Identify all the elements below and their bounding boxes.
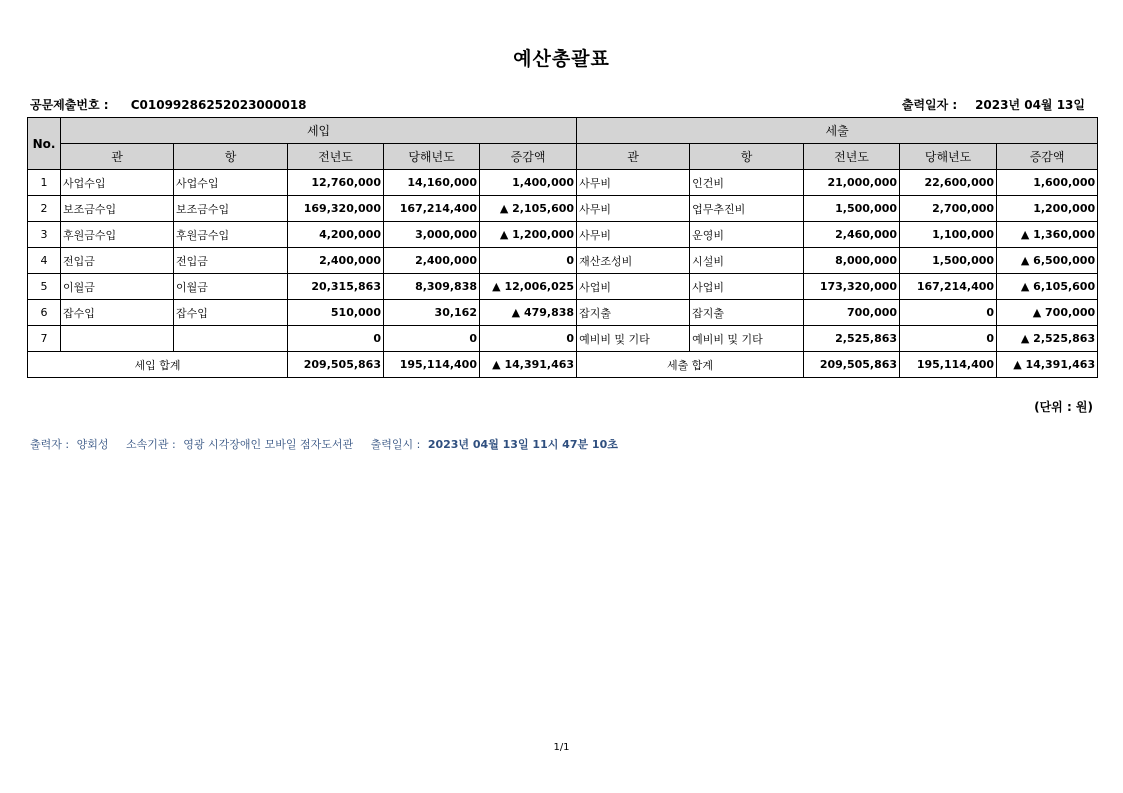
submission-number bbox=[30, 96, 307, 113]
expense-diff: ▲ 2,525,863 bbox=[997, 326, 1098, 352]
income-gwan bbox=[61, 326, 174, 352]
expense-diff: ▲ 6,105,600 bbox=[997, 274, 1098, 300]
print-date-value: 2023년 04월 13일 bbox=[975, 98, 1085, 112]
expense-gwan-header: 관 bbox=[577, 144, 690, 170]
income-curr-year: 167,214,400 bbox=[384, 196, 480, 222]
expense-diff: ▲ 700,000 bbox=[997, 300, 1098, 326]
income-prev-year: 510,000 bbox=[288, 300, 384, 326]
income-hang: 보조금수입 bbox=[174, 196, 288, 222]
income-gwan: 전입금 bbox=[61, 248, 174, 274]
expense-curr-year: 0 bbox=[900, 326, 997, 352]
income-curr-year: 30,162 bbox=[384, 300, 480, 326]
datetime-value: 2023년 04월 13일 11시 47분 10초 bbox=[427, 438, 618, 451]
expense-curr-year: 2,700,000 bbox=[900, 196, 997, 222]
expense-diff: 1,200,000 bbox=[997, 196, 1098, 222]
income-hang: 이월금 bbox=[174, 274, 288, 300]
income-gwan: 이월금 bbox=[61, 274, 174, 300]
expense-hang: 사업비 bbox=[690, 274, 804, 300]
income-gwan: 보조금수입 bbox=[61, 196, 174, 222]
expense-curr-year: 1,100,000 bbox=[900, 222, 997, 248]
expense-diff-header: 증감액 bbox=[997, 144, 1098, 170]
expense-prev-year-header: 전년도 bbox=[804, 144, 900, 170]
datetime-label: 출력일시 : bbox=[370, 438, 421, 451]
table-row bbox=[28, 222, 1098, 248]
print-date-label: 출력일자 : bbox=[901, 98, 958, 112]
expense-hang: 운영비 bbox=[690, 222, 804, 248]
expense-curr-year-header: 당해년도 bbox=[900, 144, 997, 170]
income-diff: ▲ 12,006,025 bbox=[480, 274, 577, 300]
income-curr-year: 2,400,000 bbox=[384, 248, 480, 274]
income-total-diff: ▲ 14,391,463 bbox=[480, 352, 577, 378]
row-number: 7 bbox=[28, 326, 61, 352]
row-number: 1 bbox=[28, 170, 61, 196]
income-diff: ▲ 479,838 bbox=[480, 300, 577, 326]
expense-prev-year: 2,525,863 bbox=[804, 326, 900, 352]
row-number: 2 bbox=[28, 196, 61, 222]
no-header: No. bbox=[28, 118, 61, 170]
income-gwan: 후원금수입 bbox=[61, 222, 174, 248]
income-diff: 0 bbox=[480, 326, 577, 352]
expense-gwan: 사무비 bbox=[577, 170, 690, 196]
expense-prev-year: 1,500,000 bbox=[804, 196, 900, 222]
expense-gwan: 예비비 및 기타 bbox=[577, 326, 690, 352]
expense-hang: 잡지출 bbox=[690, 300, 804, 326]
expense-total-diff: ▲ 14,391,463 bbox=[997, 352, 1098, 378]
table-row bbox=[28, 248, 1098, 274]
income-hang: 후원금수입 bbox=[174, 222, 288, 248]
income-diff: ▲ 2,105,600 bbox=[480, 196, 577, 222]
income-total-label: 세입 합계 bbox=[28, 352, 288, 378]
printer-label: 출력자 : bbox=[30, 438, 70, 451]
income-prev-year: 12,760,000 bbox=[288, 170, 384, 196]
expense-diff: 1,600,000 bbox=[997, 170, 1098, 196]
org-value: 영광 시각장애인 모바일 점자도서관 bbox=[183, 438, 354, 451]
income-hang: 사업수입 bbox=[174, 170, 288, 196]
submission-number-label: 공문제출번호 : bbox=[30, 98, 109, 112]
income-total-prev-year: 209,505,863 bbox=[288, 352, 384, 378]
income-gwan: 잡수입 bbox=[61, 300, 174, 326]
expense-hang-header: 항 bbox=[690, 144, 804, 170]
expense-curr-year: 0 bbox=[900, 300, 997, 326]
unit-note: (단위 : 원) bbox=[1034, 400, 1093, 414]
page-number: 1/1 bbox=[553, 742, 570, 753]
income-diff: 0 bbox=[480, 248, 577, 274]
org-label: 소속기관 : bbox=[125, 438, 176, 451]
income-prev-year: 0 bbox=[288, 326, 384, 352]
expense-gwan: 사무비 bbox=[577, 222, 690, 248]
expense-curr-year: 167,214,400 bbox=[900, 274, 997, 300]
income-curr-year: 3,000,000 bbox=[384, 222, 480, 248]
income-prev-year: 4,200,000 bbox=[288, 222, 384, 248]
total-row bbox=[28, 352, 1098, 378]
income-hang-header: 항 bbox=[174, 144, 288, 170]
expense-hang: 시설비 bbox=[690, 248, 804, 274]
income-gwan: 사업수입 bbox=[61, 170, 174, 196]
row-number: 5 bbox=[28, 274, 61, 300]
expense-total-prev-year: 209,505,863 bbox=[804, 352, 900, 378]
income-curr-year: 14,160,000 bbox=[384, 170, 480, 196]
income-hang: 전입금 bbox=[174, 248, 288, 274]
printer-value: 양회성 bbox=[76, 438, 109, 451]
expense-hang: 예비비 및 기타 bbox=[690, 326, 804, 352]
expense-total-label: 세출 합계 bbox=[577, 352, 804, 378]
income-prev-year: 2,400,000 bbox=[288, 248, 384, 274]
expense-prev-year: 8,000,000 bbox=[804, 248, 900, 274]
income-diff: 1,400,000 bbox=[480, 170, 577, 196]
income-curr-year: 8,309,838 bbox=[384, 274, 480, 300]
expense-diff: ▲ 6,500,000 bbox=[997, 248, 1098, 274]
expense-curr-year: 22,600,000 bbox=[900, 170, 997, 196]
expense-header: 세출 bbox=[577, 118, 1098, 144]
expense-hang: 인건비 bbox=[690, 170, 804, 196]
income-prev-year-header: 전년도 bbox=[288, 144, 384, 170]
table-row bbox=[28, 274, 1098, 300]
income-hang: 잡수입 bbox=[174, 300, 288, 326]
document-title: 예산총괄표 bbox=[513, 48, 610, 70]
expense-total-curr-year: 195,114,400 bbox=[900, 352, 997, 378]
income-hang bbox=[174, 326, 288, 352]
expense-prev-year: 21,000,000 bbox=[804, 170, 900, 196]
budget-summary-table bbox=[27, 117, 1098, 378]
table-row bbox=[28, 170, 1098, 196]
submission-number-value: C01099286252023000018 bbox=[130, 98, 307, 112]
expense-diff: ▲ 1,360,000 bbox=[997, 222, 1098, 248]
row-number: 4 bbox=[28, 248, 61, 274]
income-curr-year-header: 당해년도 bbox=[384, 144, 480, 170]
expense-hang: 업무추진비 bbox=[690, 196, 804, 222]
income-prev-year: 20,315,863 bbox=[288, 274, 384, 300]
expense-gwan: 사업비 bbox=[577, 274, 690, 300]
income-header: 세입 bbox=[61, 118, 577, 144]
expense-prev-year: 700,000 bbox=[804, 300, 900, 326]
income-diff: ▲ 1,200,000 bbox=[480, 222, 577, 248]
income-prev-year: 169,320,000 bbox=[288, 196, 384, 222]
table-row bbox=[28, 326, 1098, 352]
income-curr-year: 0 bbox=[384, 326, 480, 352]
expense-prev-year: 173,320,000 bbox=[804, 274, 900, 300]
expense-curr-year: 1,500,000 bbox=[900, 248, 997, 274]
income-gwan-header: 관 bbox=[61, 144, 174, 170]
expense-gwan: 잡지출 bbox=[577, 300, 690, 326]
income-total-curr-year: 195,114,400 bbox=[384, 352, 480, 378]
row-number: 3 bbox=[28, 222, 61, 248]
print-info-footer bbox=[30, 436, 622, 452]
expense-gwan: 재산조성비 bbox=[577, 248, 690, 274]
table-row bbox=[28, 196, 1098, 222]
print-date bbox=[902, 96, 1085, 113]
row-number: 6 bbox=[28, 300, 61, 326]
expense-prev-year: 2,460,000 bbox=[804, 222, 900, 248]
income-diff-header: 증감액 bbox=[480, 144, 577, 170]
expense-gwan: 사무비 bbox=[577, 196, 690, 222]
table-row bbox=[28, 300, 1098, 326]
